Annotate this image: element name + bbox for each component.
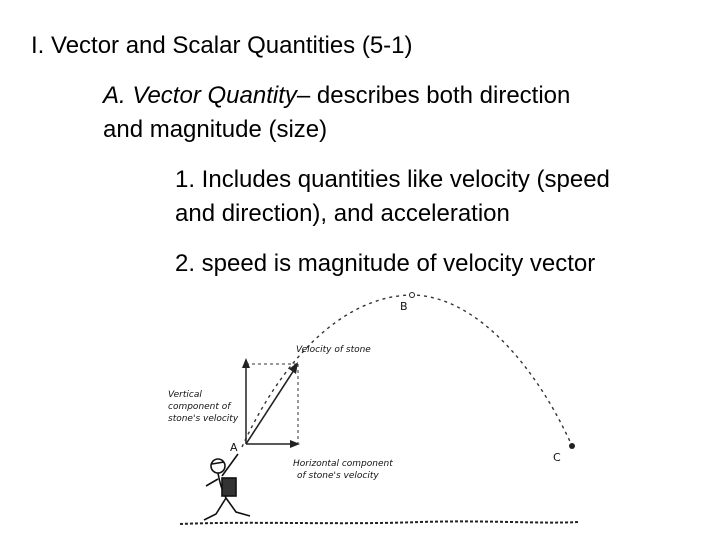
point-b-label: B bbox=[400, 300, 408, 313]
vertical-arrowhead bbox=[242, 358, 250, 368]
thrower-figure bbox=[204, 454, 250, 520]
point-a-term: A. Vector Quantity bbox=[103, 82, 297, 109]
label-horizontal-1: Horizontal component bbox=[293, 459, 393, 469]
point-a-line1 bbox=[103, 80, 570, 112]
sub-point-2: 2. speed is magnitude of velocity vector bbox=[175, 250, 596, 277]
label-velocity-of-stone: Velocity of stone bbox=[296, 345, 371, 355]
label-horizontal-2: of stone's velocity bbox=[297, 471, 379, 481]
velocity-resultant-arrow bbox=[246, 370, 294, 444]
label-vertical-1: Vertical bbox=[168, 390, 202, 400]
trajectory-path bbox=[242, 295, 572, 447]
point-b-marker bbox=[410, 293, 415, 298]
projectile-velocity-figure bbox=[160, 284, 580, 534]
sub-point-1-line2: and direction), and acceleration bbox=[175, 200, 510, 227]
point-c-marker bbox=[569, 443, 575, 449]
slide-title: I. Vector and Scalar Quantities (5-1) bbox=[31, 32, 413, 59]
point-a-definition: – describes both direction bbox=[296, 82, 571, 109]
ground-line bbox=[180, 521, 578, 524]
point-a-line2: and magnitude (size) bbox=[103, 116, 328, 143]
label-vertical-3: stone's velocity bbox=[168, 414, 239, 424]
point-a-label: A bbox=[230, 441, 238, 454]
point-c-label: C bbox=[553, 451, 561, 464]
sub-point-1-line1: 1. Includes quantities like velocity (speed bbox=[175, 166, 610, 193]
label-vertical-2: component of bbox=[168, 402, 231, 412]
